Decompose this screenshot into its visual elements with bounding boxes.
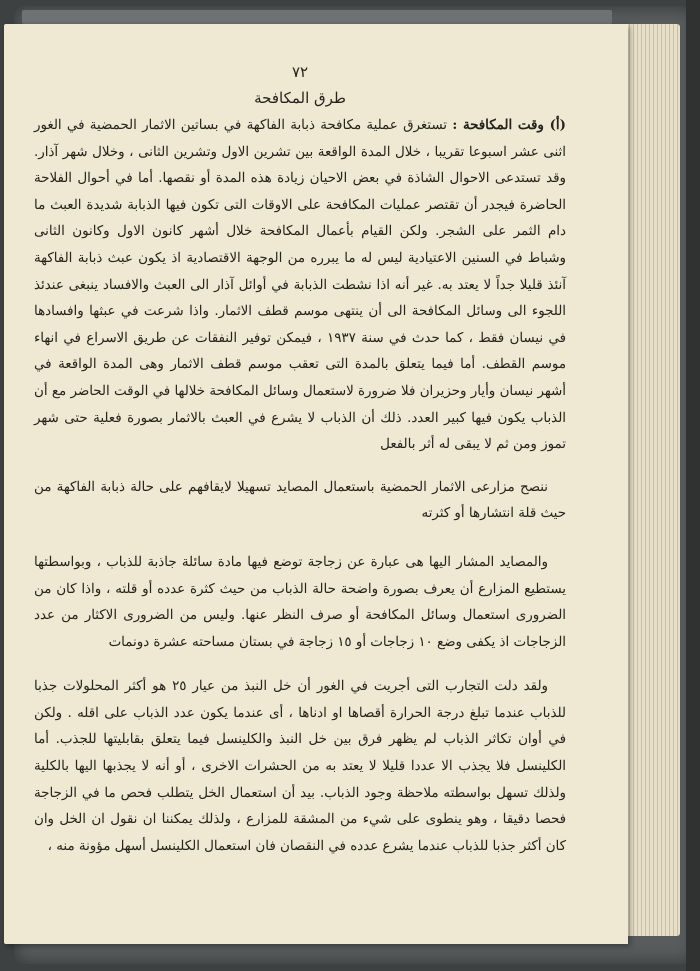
- page-content: [34, 62, 566, 860]
- paragraph-text: تستغرق عملية مكافحة ذبابة الفاكهة في بساتين الاثمار الحمضية في الغور اثنى عشر اسبوعا تقريبا ، خلال المدة الواقعة بين تشرين الاول وتشرين الثانى ، وخلال شهر آذار. وقد تستدعى الاحوال الشاذة في بعض الاحيان زيادة هذه المدة أو نقصها. أما في أحوال الفلاحة الحاضرة فيجدر أن تقتصر عمليات المكافحة على الاوقات التى تكون فيها الذبابة شديدة العبث ما دام الثمر على الشجر. ولكن القيام بأعمال المكافحة خلال أشهر كانون الاول وكانون الثانى وشباط في السنين الاعتيادية ليس له ما يبرره من الوجهة الاقتصادية اذ يكون عبث ذبابة الفاكهة آنئذ قليلا جداً لا يعتد به. غير أنه اذا نشطت الذبابة في أوائل آذار الى العبث والافساد ينبغى عندئذ اللجوء الى وسائل المكافحة الى أن ينتهى موسم قطف الاثمار. واذا شرعت في عبثها وافسادها في نيسان فقط ، كما حدث في سنة ١٩٣٧ ، فيمكن توفير النفقات عن طريق الاسراع في انهاء موسم القطف. أما فيما يتعلق بالمدة التى تعقب موسم قطف الاثمار وهى المدة الواقعة في أشهر نيسان وأيار وحزيران فلا ضرورة لاستعمال وسائل المكافحة خلالها في الوقت الحاضر مع أن الذباب يكون فيها كبير العدد. ذلك أن الذباب لا يشرع في العبث بالاثمار بصورة فعلية حتى شهر تموز ومن ثم لا يبقى له أثر بالفعل: [34, 118, 567, 453]
- section-title: طرق المكافحة: [254, 89, 346, 107]
- paragraph-traps: والمصايد المشار اليها هى عبارة عن زجاجة توضع فيها مادة سائلة جاذبة للذباب ، وبواسطتها يستطيع المزارع أن يعرف بصورة واضحة حالة الذباب من حيث كثرة عدده أو قلته ، واذا كان من الضرورى استعمال وسائل المكافحة أو صرف النظر عنها. وليس من الضرورى الاكثار من عدد الزجاجات اذ يكفى وضع ١٠ زجاجات أو ١٥ زجاجة في بستان مساحته عشرة دونمات: [34, 554, 566, 650]
- page-number: ٧٢: [291, 63, 309, 81]
- cover-edge: [22, 10, 612, 24]
- paragraph-timing: [34, 112, 566, 459]
- page-edges: [622, 24, 680, 936]
- background-strip: [686, 0, 700, 971]
- book-page: [4, 24, 628, 944]
- paragraph-experiments: ولقد دلت التجارب التى أجريت في الغور أن خل النبذ من عيار ٢٥ هو أكثر المحلولات جذبا للذباب عندما تبلغ درجة الحرارة أقصاها او ادناها ، أى عندما يكون عدد الذباب على اقله . ولكن في أوان تكاثر الذباب لم يظهر فرق بين خل النبذ والكلينسل فيما يتعلق بقابليتها للجذب. أما الكلينسل فلا يجذب الا عددا قليلا لا يعتد به من الحشرات الاخرى ، أو أنه لا يجذبها اليها بالكلية ولذلك تسهل بواسطته ملاحظة وجود الذباب. بيد أن استعمال الخل يتطلب فحص ما في الزجاجة فحصا دقيقا ، وهو ينطوى على شيء من المشقة للمزارع ، ولذلك يمكننا ان نقول ان الخل وان كان أكثر جذبا للذباب عندما يشرع عدده في النقصان فان استعمال الكلينسل أسهل مؤونة منه ،: [34, 679, 566, 854]
- paragraph-lead: (أ) وقت المكافحة :: [452, 117, 566, 133]
- paragraph-advice: ننصح مزارعى الاثمار الحمضية باستعمال المصايد تسهيلا لايقافهم على حالة ذبابة الفاكهة من حيث قلة انتشارها أو كثرته: [34, 479, 566, 522]
